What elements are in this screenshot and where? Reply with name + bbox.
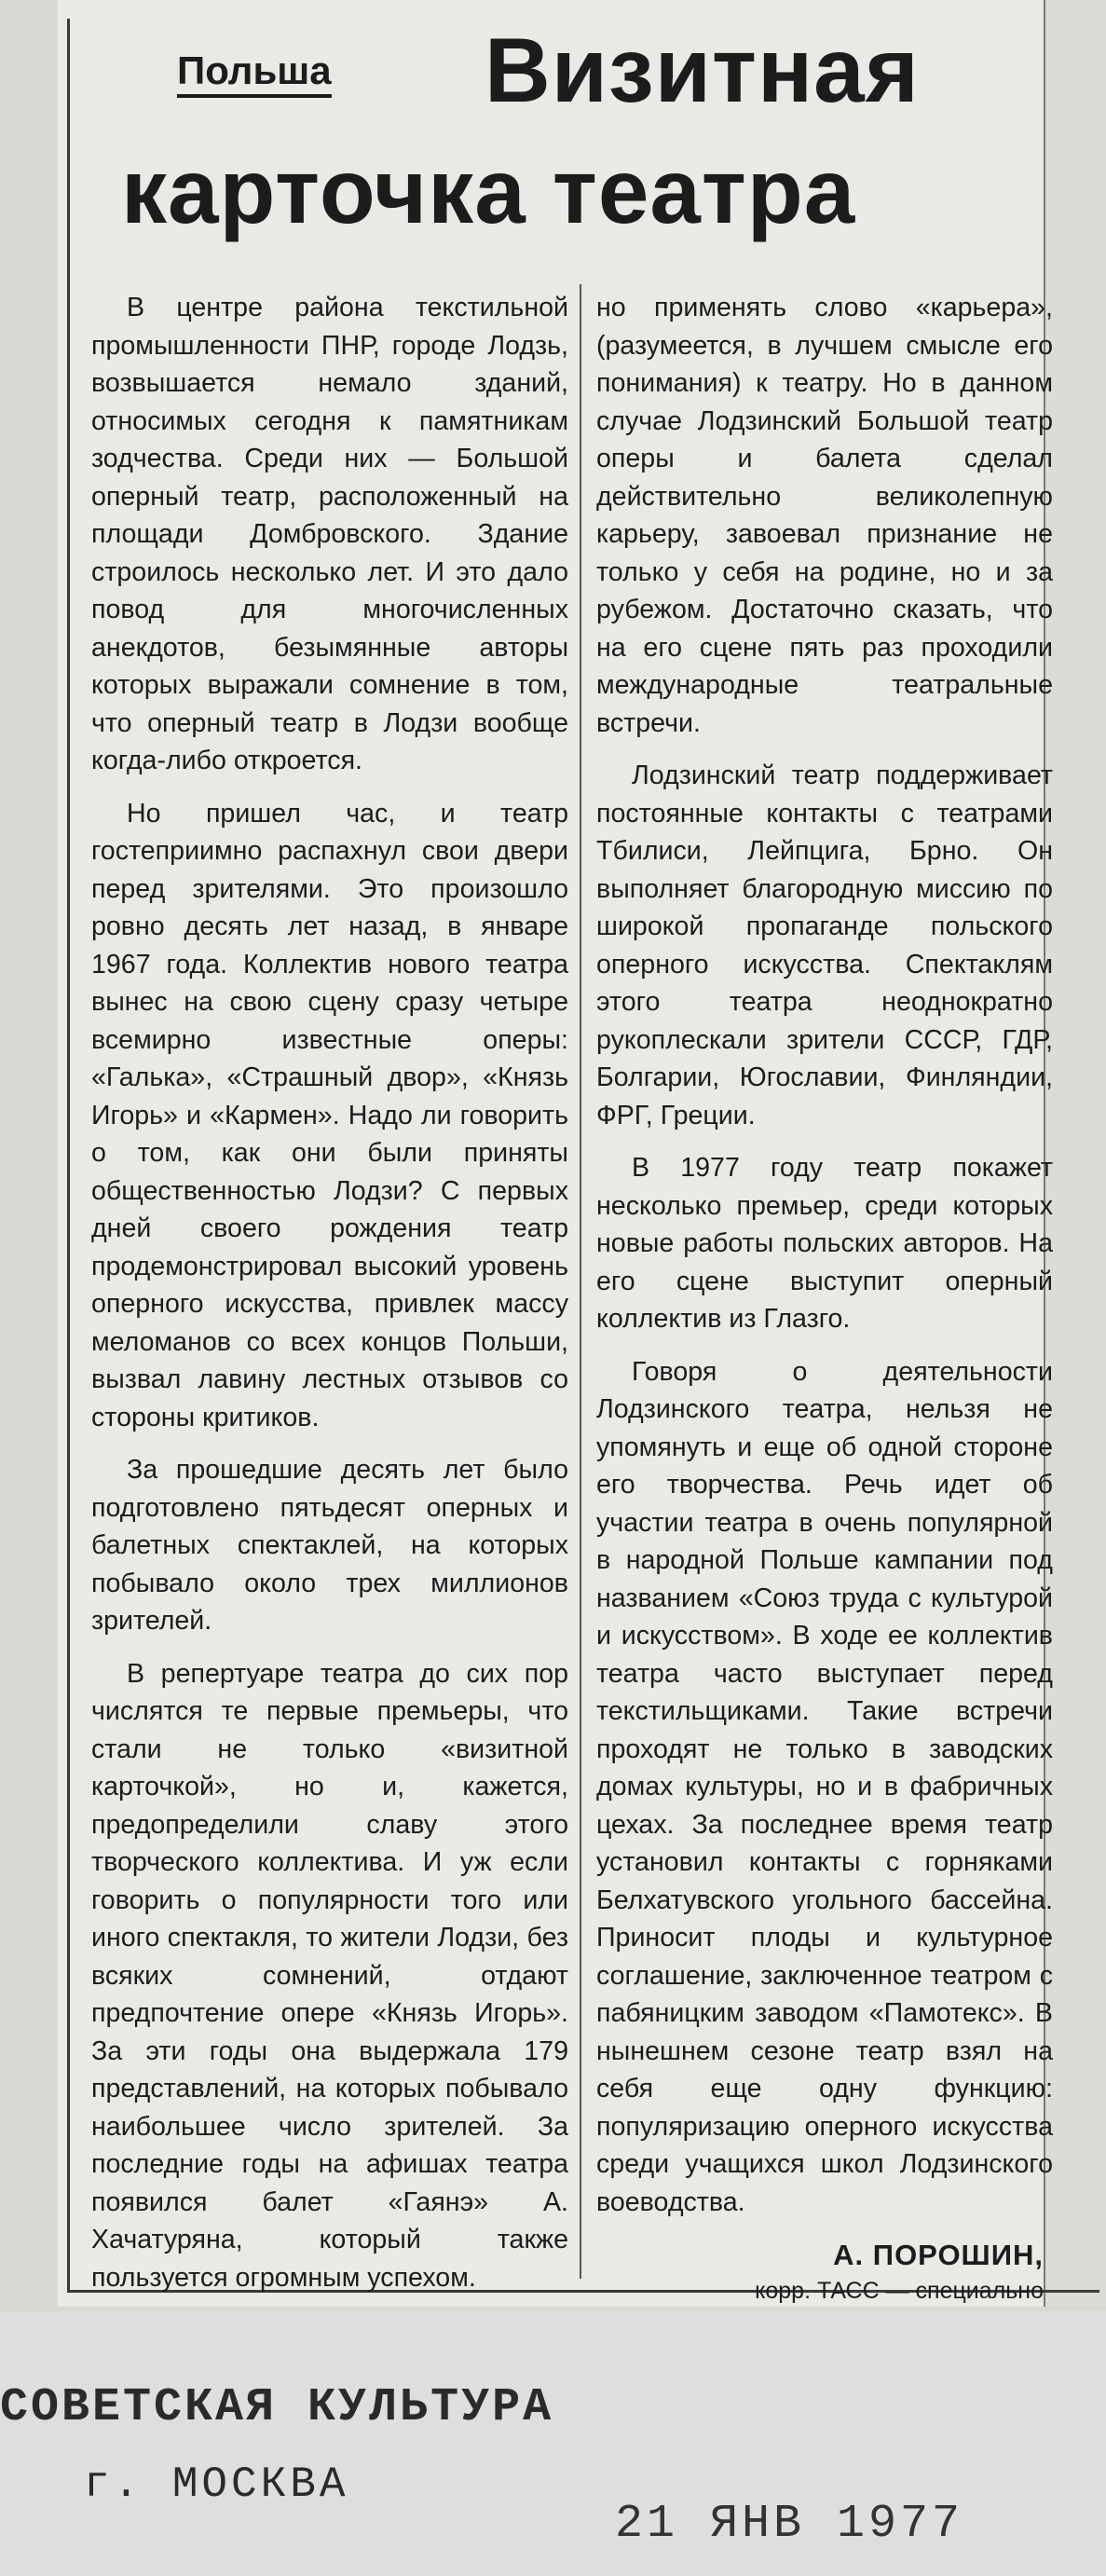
article-column-left: [91, 289, 568, 2364]
article-column-right: [596, 289, 1053, 2372]
article-paragraph: Но пришел час, и театр гостеприимно распахнул свои двери перед зрителями. Это произошло ровно десять лет назад, в январе 1967 года. Коллектив нового театра вынес на свою сцену сразу четыре всемирно известные оперы: «Галька», «Страшный двор», «Князь Игорь» и «Кармен». Надо ли говорить о том, как они были приняты общественностью Лодзи? С первых дней своего рождения театр продемонстрировал высокий уровень оперного искусства, привлек массу меломанов со всех концов Польши, вызвал лавину лестных отзывов со стороны критиков.: [91, 798, 568, 1432]
article-paragraph-continued: но применять слово «карьера», (разумеется, в лучшем смысле его понимания) к театру. Но в данном случае Лодзинский Большой театр оперы и балета сделал действительно великолепную карьеру, завоевал признание не только у себя на родине, но и за рубежом. Достаточно сказать, что на его сцене пять раз проходили международные театральные встречи.: [596, 293, 1053, 738]
article-paragraph: В 1977 году театр покажет несколько премьер, среди которых новые работы польских авторов. На его сцене выступит оперный коллектив из Глазго.: [596, 1153, 1053, 1334]
stamp-city: г. МОСКВА: [84, 2460, 349, 2509]
headline-line-1: Визитная: [485, 19, 920, 121]
adjacent-column-strip: [1044, 0, 1106, 2307]
article-paragraph: Говоря о деятельности Лодзинского театра, нельзя не упомянуть и еще об одной стороне его творчества. Речь идет об участии театра в очень популярной в народной Польше кампании под названием «Союз труда с культурой и искусством». В ходе ее коллектив театра часто выступает перед текстильщиками. Такие встречи проходят не только в заводских домах культуры, но и в фабричных цехах. За последнее время театр установил контакты с горняками Белхатувского угольного бассейна. Приносит плоды и культурное соглашение, заключенное театром с пабяницким заводом «Памотекс». В нынешнем сезоне театр взял на себя еще одну функцию: популяризацию оперного искусства среди учащихся школ Лодзинского воеводства.: [596, 1356, 1053, 2217]
section-label: Польша: [177, 51, 332, 98]
column-divider: [580, 284, 581, 2279]
headline-line-2: карточка театра: [121, 140, 856, 242]
clipping-border-left: [67, 19, 70, 2293]
author-signature: А. ПОРОШИН,: [833, 2239, 1044, 2271]
stamp-newspaper-name: СОВЕТСКАЯ КУЛЬТУРА: [0, 2381, 554, 2434]
article-paragraph: За прошедшие десять лет было подготовлено пятьдесят оперных и балетных спектаклей, на которых побывало около трех миллионов зрителей.: [91, 1455, 568, 1636]
article-paragraph: В центре района текстильной промышленности ПНР, городе Лодзь, возвышается немало зданий, относимых сегодня к памятникам зодчества. Среди них — Большой оперный театр, расположенный на площади Домбровского. Здание строилось несколько лет. И это дало повод для многочисленных анекдотов, безымянные авторы которых выражали сомнение в том, что оперный театр в Лодзи вообще когда-либо откроется.: [91, 293, 568, 775]
article-paragraph: В репертуаре театра до сих пор числятся те первые премьеры, что стали не только «визитной карточкой», но и, кажется, предопределили славу этого творческого коллектива. И уж если говорить о популярности того или иного спектакля, то жители Лодзи, без всяких сомнений, отдают предпочтение опере «Князь Игорь». За эти годы она выдержала 179 представлений, на которых побывало наибольшее число зрителей. За последние годы на афишах театра появился балет «Гаянэ» А. Хачатуряна, который также пользуется огромным успехом.: [91, 1658, 568, 2293]
author-credit-line-1: корр. ТАСС — специально: [755, 2278, 1044, 2304]
stamp-date: 21 ЯНВ 1977: [615, 2498, 964, 2551]
article-paragraph: Лодзинский театр поддерживает постоянные контакты с театрами Тбилиси, Лейпцига, Брно. Он выполняет благородную миссию по широкой пропаганде польского оперного искусства. Спектаклям этого театра неоднократно рукоплескали зрители СССР, ГДР, Болгарии, Югославии, Финляндии, ФРГ, Греции.: [596, 760, 1053, 1130]
